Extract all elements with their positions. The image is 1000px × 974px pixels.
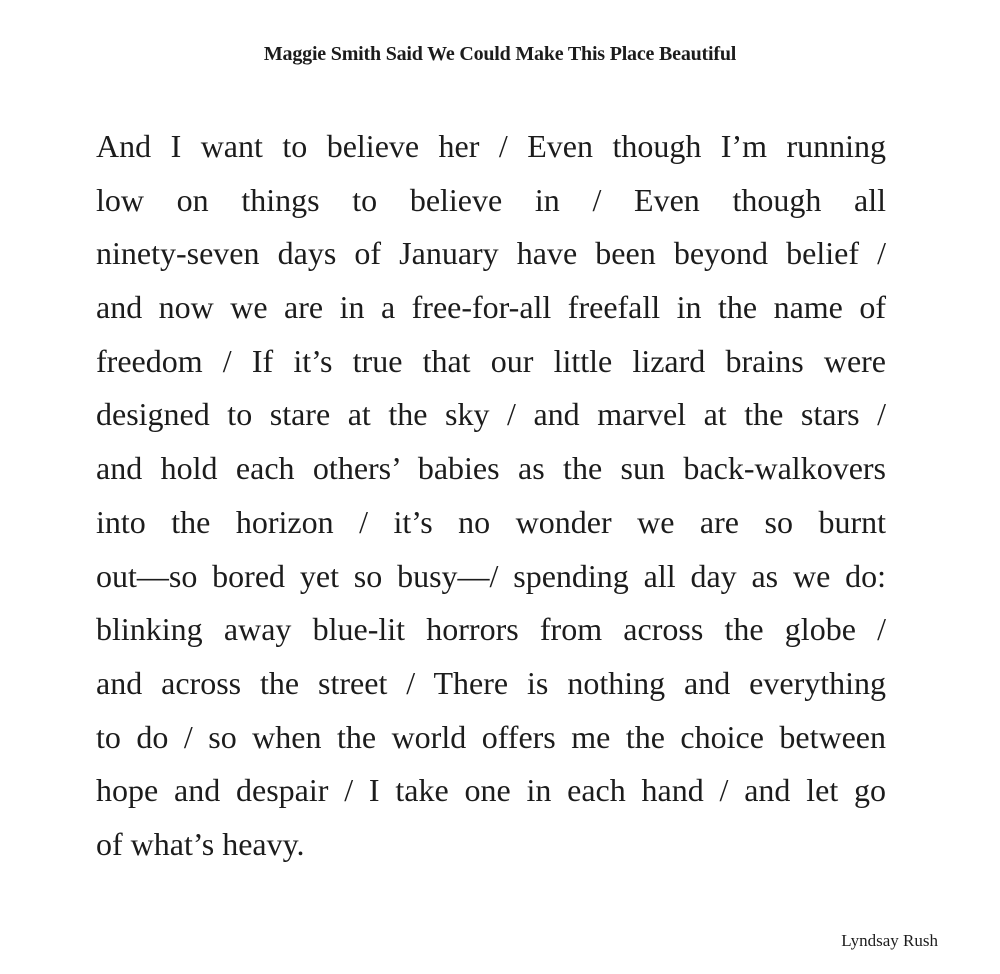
- poem-line: And I want to believe her / Even though I’m running: [96, 128, 886, 164]
- poem-line: ninety-seven days of January have been beyond belief /: [96, 235, 886, 272]
- poem-line: designed to stare at the sky / and marvel at the stars /: [96, 396, 886, 433]
- poem-line: blinking away blue-lit horrors from across the globe /: [96, 611, 886, 648]
- poem-line: and now we are in a free-for-all freefall in the name of: [96, 289, 886, 326]
- poem-body: [96, 120, 886, 872]
- poem-line: freedom / If it’s true that our little lizard brains were: [96, 342, 886, 379]
- poem-line: to do / so when the world offers me the choice between: [96, 718, 886, 755]
- poem-line: into the horizon / it’s no wonder we are so burnt: [96, 503, 886, 540]
- poem-line: and hold each others’ babies as the sun back-walkovers: [96, 450, 886, 487]
- poem-line: low on things to believe in / Even though all: [96, 181, 886, 218]
- poem-title: Maggie Smith Said We Could Make This Place Beautiful: [263, 43, 737, 65]
- poem-line-last: of what’s heavy.: [96, 825, 305, 862]
- poem-line: hope and despair / I take one in each hand / and let go: [96, 772, 886, 809]
- poem-author: Lyndsay Rush: [841, 931, 938, 950]
- poem-line: and across the street / There is nothing and everything: [96, 664, 886, 701]
- poem-line: out—so bored yet so busy—/ spending all day as we do:: [96, 557, 886, 594]
